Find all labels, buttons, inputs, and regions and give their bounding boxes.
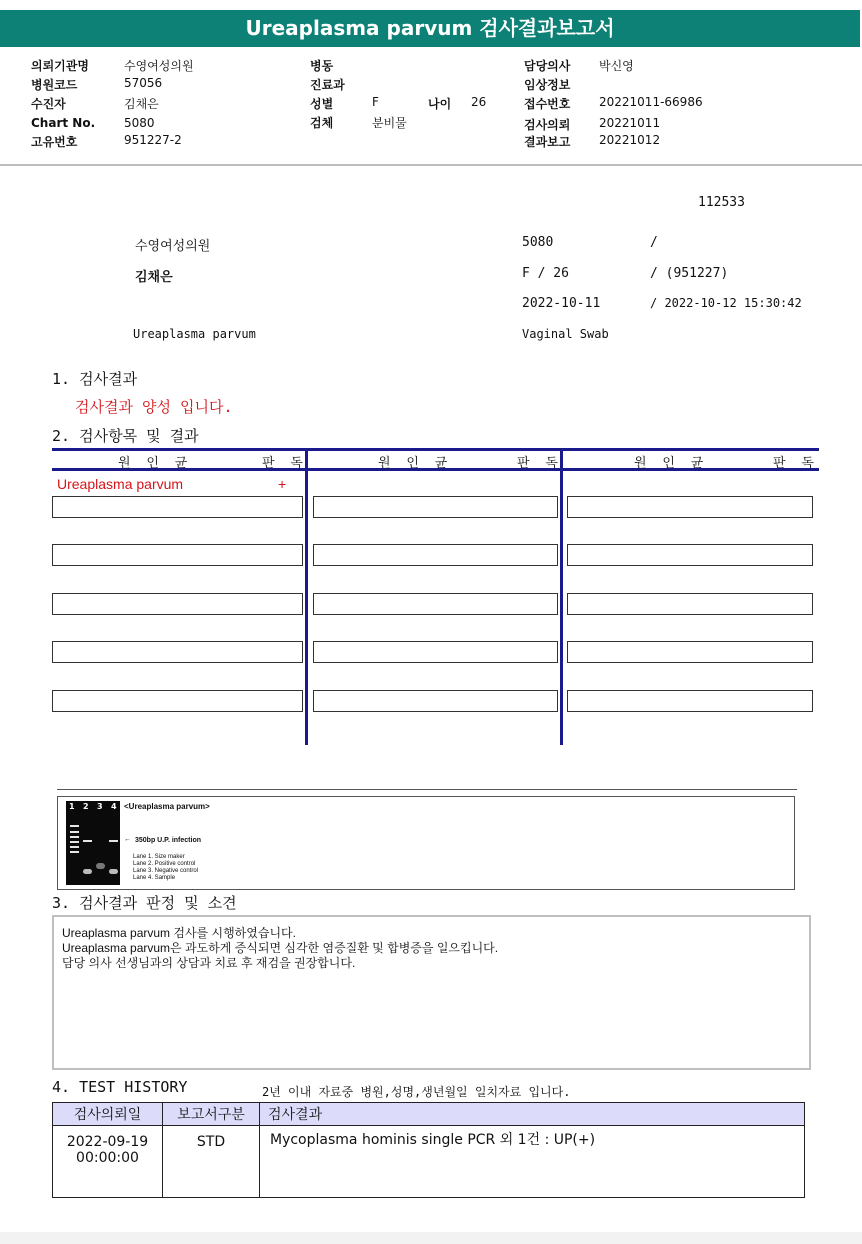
- header-value-chart-no: 5080: [124, 116, 155, 130]
- header-value-hospital: 수영여성의원: [124, 59, 194, 73]
- summary-slash: /: [650, 235, 658, 250]
- gel-band: [70, 836, 79, 838]
- gel-arrow-label: 350bp U.P. infection: [135, 837, 201, 844]
- result-row-box: [52, 593, 303, 615]
- gel-band: [70, 851, 79, 853]
- header-value-receipt-no: 20221011-66986: [599, 95, 703, 109]
- header-label-department: 진료과: [310, 78, 345, 92]
- gel-legend-1: Lane 1. Size maker: [133, 854, 185, 860]
- result-row-box: [52, 544, 303, 566]
- header-label-specimen: 검체: [310, 116, 334, 130]
- col2-pathogen-header: 원 인 균: [378, 456, 452, 471]
- section-4-title: 4. TEST HISTORY: [52, 1078, 188, 1096]
- column-divider-2: [560, 448, 563, 745]
- result-row-box: [567, 544, 813, 566]
- history-header-date: 검사의뢰일: [53, 1103, 163, 1126]
- header-label-chart-no: Chart No.: [31, 116, 96, 130]
- header-label-patient: 수진자: [31, 97, 66, 111]
- col3-pathogen-header: 원 인 균: [634, 456, 708, 471]
- gel-legend-4: Lane 4. Sample: [133, 875, 176, 881]
- result-row-box: [567, 593, 813, 615]
- report-title: Ureaplasma parvum 검사결과보고서: [0, 10, 860, 47]
- result-row-box: [52, 641, 303, 663]
- gel-band: [109, 840, 118, 842]
- header-label-age: 나이: [428, 97, 452, 111]
- header-label-sex: 성별: [310, 97, 334, 111]
- summary-hospital: 수영여성의원: [135, 239, 211, 254]
- opinion-line-3: 담당 의사 선생님과의 상담과 치료 후 재검을 권장합니다.: [62, 956, 356, 970]
- result-pathogen: Ureaplasma parvum: [57, 476, 184, 492]
- summary-sex-age: F / 26: [522, 266, 569, 281]
- header-divider: [0, 164, 862, 166]
- header-value-unique-no: 951227-2: [124, 133, 182, 147]
- header-label-hospital-code: 병원코드: [31, 78, 78, 92]
- result-row-box: [313, 690, 558, 712]
- header-value-sex: F: [372, 95, 379, 109]
- gel-band: [70, 831, 79, 833]
- header-value-hospital-code: 57056: [124, 76, 163, 90]
- header-value-specimen: 분비물: [372, 116, 407, 130]
- header-value-report-date: 20221012: [599, 133, 661, 147]
- header-label-request-date: 검사의뢰: [524, 118, 571, 132]
- gel-band: [96, 863, 105, 869]
- history-header-row: [53, 1103, 805, 1126]
- section-3-title: 3. 검사결과 판정 및 소견: [52, 894, 237, 912]
- history-result: Mycoplasma hominis single PCR 외 1건 : UP(+): [260, 1126, 805, 1198]
- gel-electrophoresis-image: [66, 801, 120, 885]
- header-label-receipt-no: 접수번호: [524, 97, 571, 111]
- gel-lane-1: 1: [69, 802, 75, 811]
- summary-specimen: Vaginal Swab: [522, 327, 609, 341]
- summary-request-date: 2022-10-11: [522, 296, 601, 311]
- header-label-ward: 병동: [310, 59, 334, 73]
- header-value-doctor: 박신영: [599, 59, 634, 73]
- result-row-box: [313, 496, 558, 518]
- col2-judgement-header: 판 독: [517, 456, 562, 471]
- result-positive-text: 검사결과 양성 입니다.: [75, 398, 233, 416]
- section-1-title: 1. 검사결과: [52, 370, 138, 388]
- gel-legend-3: Lane 3. Negative control: [133, 868, 199, 874]
- header-label-clinical-info: 임상정보: [524, 78, 571, 92]
- header-label-report-date: 결과보고: [524, 135, 571, 149]
- gel-arrow-icon: ←: [124, 836, 131, 843]
- report-id: 112533: [698, 195, 745, 210]
- history-date-cell: [53, 1126, 163, 1198]
- result-row-box: [52, 690, 303, 712]
- result-row-box: [313, 641, 558, 663]
- col1-judgement-header: 판 독: [262, 456, 307, 471]
- gel-title: <Ureaplasma parvum>: [124, 802, 210, 811]
- result-row-box: [567, 690, 813, 712]
- header-label-doctor: 담당의사: [524, 59, 571, 73]
- gel-band: [83, 840, 92, 842]
- history-time: 00:00:00: [76, 1150, 139, 1166]
- table-top-rule: [52, 448, 819, 451]
- header-label-unique-no: 고유번호: [31, 135, 78, 149]
- gel-lane-4: 4: [111, 802, 117, 811]
- result-row-box: [567, 641, 813, 663]
- history-date: 2022-09-19: [66, 1134, 149, 1150]
- gel-band: [70, 841, 79, 843]
- history-header-type: 보고서구분: [163, 1103, 260, 1126]
- result-row-box: [313, 544, 558, 566]
- result-row-box: [567, 496, 813, 518]
- gel-band: [70, 846, 79, 848]
- gel-top-rule: [57, 789, 797, 790]
- history-note: 2년 이내 자료중 병원,성명,생년월일 일치자료 입니다.: [262, 1085, 571, 1099]
- opinion-line-2: Ureaplasma parvum은 과도하게 증식되면 심각한 염증질환 및 합병증을 일으킵니다.: [62, 941, 499, 955]
- col3-judgement-header: 판 독: [773, 456, 818, 471]
- history-table: [52, 1102, 805, 1198]
- gel-band: [109, 869, 118, 874]
- header-value-patient: 김채은: [124, 97, 159, 111]
- summary-birth: / (951227): [650, 266, 729, 281]
- history-type: STD: [163, 1126, 260, 1198]
- summary-test-name: Ureaplasma parvum: [133, 327, 256, 341]
- opinion-line-1: Ureaplasma parvum 검사를 시행하였습니다.: [62, 926, 296, 940]
- result-judgement: +: [278, 476, 287, 492]
- header-value-request-date: 20221011: [599, 116, 661, 130]
- summary-patient: 김채은: [135, 270, 173, 285]
- result-row-box: [313, 593, 558, 615]
- result-row-box: [52, 496, 303, 518]
- table-row: [53, 1126, 805, 1198]
- history-header-result: 검사결과: [260, 1103, 805, 1126]
- gel-band: [83, 869, 92, 874]
- header-label-hospital: 의뢰기관명: [31, 59, 89, 73]
- col1-pathogen-header: 원 인 균: [118, 456, 192, 471]
- gel-legend-2: Lane 2. Positive control: [133, 861, 196, 867]
- header-value-age: 26: [471, 95, 487, 109]
- column-divider-1: [305, 448, 308, 745]
- section-2-title: 2. 검사항목 및 결과: [52, 427, 199, 445]
- gel-band: [70, 825, 79, 827]
- gel-lane-3: 3: [97, 802, 103, 811]
- gel-lane-2: 2: [83, 802, 89, 811]
- summary-chart: 5080: [522, 235, 554, 250]
- summary-report-datetime: / 2022-10-12 15:30:42: [650, 296, 802, 310]
